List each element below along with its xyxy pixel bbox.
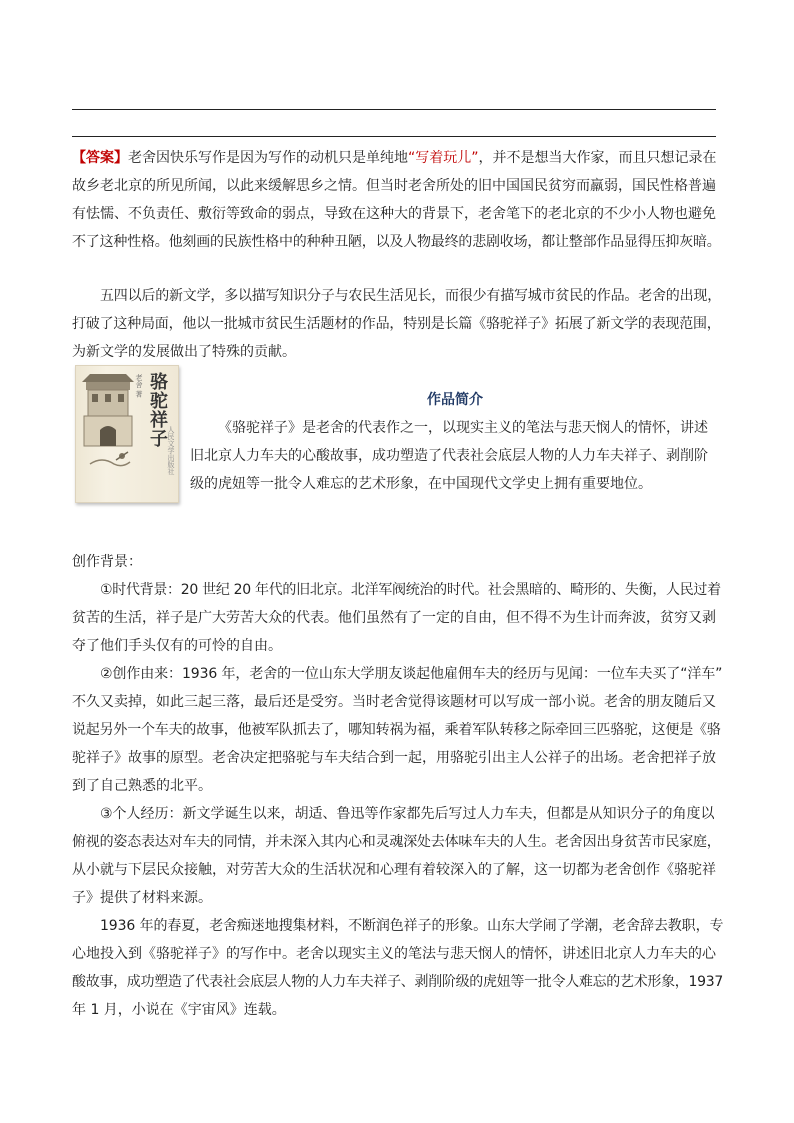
bg-p2-line-1: ②创作由来：1936 年，老舍的一位山东大学朋友谈起他雇佣车夫的经历与见闻：一位车夫买了“洋车” [100,666,723,682]
work-intro-line-1: 《骆驼祥子》是老舍的代表作之一，以现实主义的笔法与悲天悯人的情怀，讲述 [218,420,708,436]
bg-p3-line-2: 俯视的姿态表达对车夫的同情，并未深入其内心和灵魂深处去体味车夫的人生。老舍因出身贫苦市民家庭， [72,834,721,850]
book-cover-illustration [78,368,138,498]
bg-p2-line-4: 驼祥子》故事的原型。老舍决定把骆驼与车夫结合到一起，用骆驼引出主人公祥子的出场。老舍把祥子放 [72,750,716,766]
answer-line-3: 有怯懦、不负责任、敷衍等致命的弱点，导致在这种大的背景下，老舍笔下的老北京的不少小人物也避免 [72,206,716,222]
answer-quote: “写着玩儿” [408,150,479,166]
bg-p4-line-1: 1936 年的春夏，老舍痴迷地搜集材料，不断润色祥子的形象。山东大学闹了学潮，老舍辞去教职，专 [100,918,724,934]
book-title: 骆驼祥子 [147,372,168,448]
bg-p2-line-3: 说起另外一个车夫的故事，他被军队抓去了，哪知转祸为福，乘着军队转移之际牵回三匹骆驼，这便是《骆 [72,722,721,738]
book-cover-image [75,365,179,503]
answer-line-4: 不了这种性格。他刻画的民族性格中的种种丑陋，以及人物最终的悲剧收场，都让整部作品显得压抑灰暗。 [72,234,721,250]
bg-p3-line-4: 子》提供了材料来源。 [72,890,212,906]
bg-p4-line-3: 酸故事，成功塑造了代表社会底层人物的人力车夫祥子、剥削阶级的虎妞等一批令人难忘的艺术形象，1937 [72,974,723,990]
answer-line1-rest: ，并不是想当大作家，而且只想记录在 [478,150,717,166]
header-rule-bottom [72,136,716,137]
bg-p2-line-5: 到了自己熟悉的北平。 [72,778,212,794]
bg-p3-line-1: ③个人经历：新文学诞生以来，胡适、鲁迅等作家都先后写过人力车夫，但都是从知识分子的角度以 [100,806,715,822]
work-intro-line-3: 级的虎妞等一批令人难忘的艺术形象，在中国现代文学史上拥有重要地位。 [190,476,652,492]
bg-p1-line-1: ①时代背景：20 世纪 20 年代的旧北京。北洋军阀统治的时代。社会黑暗的、畸形的、失衡，人民过着 [100,582,721,598]
bg-p1-line-2: 贫苦的生活，祥子是广大劳苦大众的代表。他们虽然有了一定的自由，但不得不为生计而奔波，贫穷又剥 [72,610,716,626]
bg-p4-line-4: 年 1 月，小说在《宇宙风》连载。 [72,1002,286,1018]
bg-p4-line-2: 心地投入到《骆驼祥子》的写作中。老舍以现实主义的笔法与悲天悯人的情怀，讲述旧北京人力车夫的心 [72,946,716,962]
work-intro-line-2: 旧北京人力车夫的心酸故事，成功塑造了代表社会底层人物的人力车夫祥子、剥削阶 [190,448,708,464]
background-heading: 创作背景： [72,554,142,570]
answer-line-1 [72,144,717,173]
bg-p2-line-2: 不久又卖掉，如此三起三落，最后还是受穷。当时老舍觉得该题材可以写成一部小说。老舍的朋友随后又 [72,694,716,710]
intro-line-2: 打破了这种局面，他以一批城市贫民生活题材的作品，特别是长篇《骆驼祥子》拓展了新文学的表现范围， [72,316,721,332]
answer-label: 【答案】 [72,150,128,166]
book-author: 老舍 著 [135,374,143,398]
work-intro-title: 作品简介 [427,392,483,408]
bg-p3-line-3: 从小就与下层民众接触，对劳苦大众的生活状况和心理有着较深入的了解，这一切都为老舍创作《骆驼祥 [72,862,716,878]
answer-line-2: 故乡老北京的所见所闻，以此来缓解思乡之情。但当时老舍所处的旧中国国民贫穷而羸弱，国民性格普遍 [72,178,716,194]
header-rule-top [72,109,716,110]
intro-line-3: 为新文学的发展做出了特殊的贡献。 [72,344,296,360]
book-publisher: 人民文学出版社 [167,426,175,475]
bg-p1-line-3: 夺了他们手头仅有的可怜的自由。 [72,638,282,654]
intro-line-1: 五四以后的新文学，多以描写知识分子与农民生活见长，而很少有描写城市贫民的作品。老舍的出现， [100,288,721,304]
answer-text-before-quote: 老舍因快乐写作是因为写作的动机只是单纯地 [128,150,408,166]
